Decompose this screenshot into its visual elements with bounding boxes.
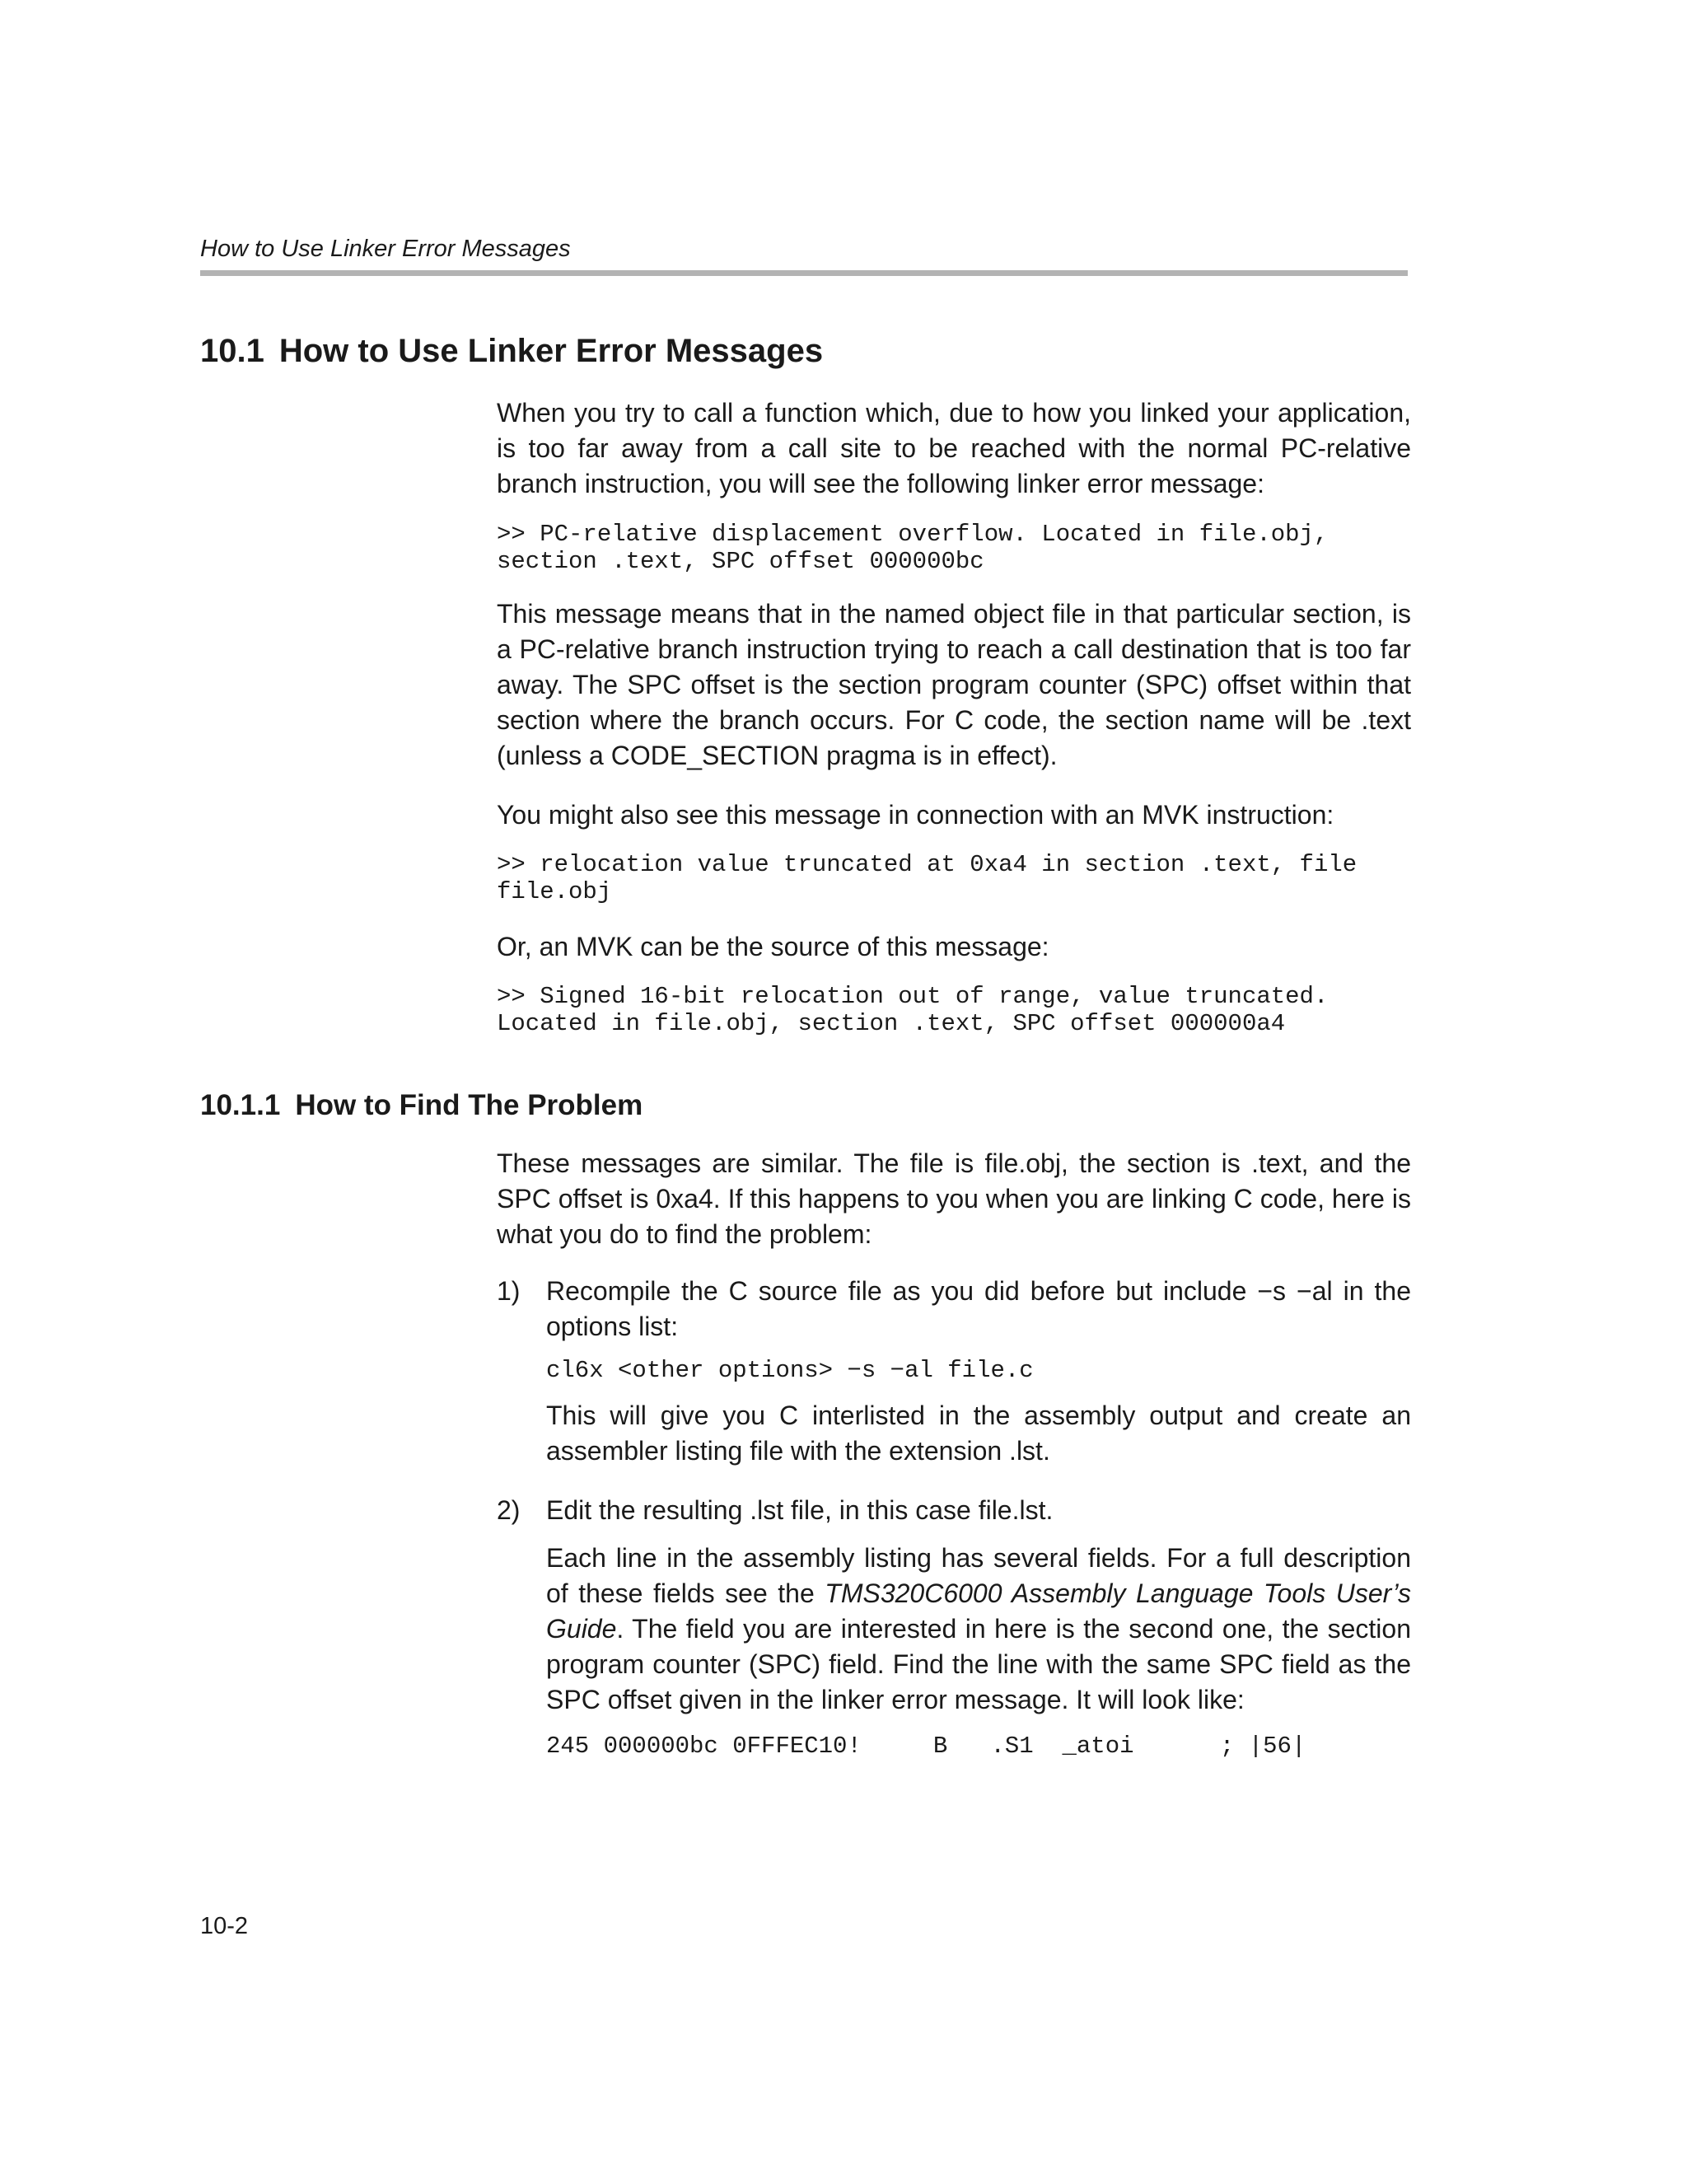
section-number: 10.1 — [200, 333, 264, 369]
subsection-heading — [200, 1089, 643, 1122]
code-line: >> Signed 16-bit relocation out of range, value truncated. — [497, 983, 1329, 1010]
step-note: This will give you C interlisted in the assembly output and create an assembler listing file with the extension .lst. — [546, 1401, 1411, 1466]
section-heading — [200, 333, 823, 370]
code-line: Located in file.obj, section .text, SPC offset 000000a4 — [497, 1010, 1286, 1037]
explanation-paragraph: This message means that in the named object file in that particular section, is a PC-relative branch instruction trying to reach a call destination that is too far away. The SPC offset is the section program counter (SPC) offset within that section where the branch occurs. For C code, the section name will be .text (unless a CODE_SECTION pragma is in effect). — [497, 599, 1411, 770]
step-number: 2) — [497, 1495, 521, 1525]
step-number: 1) — [497, 1276, 521, 1306]
running-header: How to Use Linker Error Messages — [200, 236, 571, 262]
header-rule — [200, 270, 1408, 276]
intro-paragraph: When you try to call a function which, due to how you linked your application, is too far away from a call site to be reached with the normal PC-relative branch instruction, you will see the following linker error message: — [497, 398, 1411, 498]
code-block-signed — [497, 983, 1411, 1037]
code-line: file.obj — [497, 878, 612, 905]
step-text: Edit the resulting .lst file, in this case file.lst. — [546, 1495, 1054, 1525]
guide-reference: TMS320C6000 Assembly Language Tools User’s Guide — [546, 1578, 1412, 1644]
step-code: cl6x <other options> −s −al file.c — [546, 1357, 1034, 1384]
subsection-number: 10.1.1 — [200, 1089, 281, 1121]
page-number: 10-2 — [200, 1913, 249, 1939]
code-block-relocation — [497, 851, 1411, 905]
step-note — [546, 1541, 1411, 1718]
mvk-intro-paragraph: You might also see this message in connection with an MVK instruction: — [497, 800, 1334, 830]
section-title: How to Use Linker Error Messages — [278, 333, 824, 369]
subsection-intro-paragraph: These messages are similar. The file is file.obj, the section is .text, and the SPC offset is 0xa4. If this happens to you when you are linking C code, here is what you do to find the problem: — [497, 1148, 1411, 1249]
step-code: 245 000000bc 0FFFEC10! B .S1 _atoi ; |56| — [546, 1733, 1306, 1760]
step-note-text: Each line in the assembly listing has several fields. For a full description of these fields see the — [546, 1543, 1411, 1608]
code-block-pc-relative — [497, 521, 1411, 575]
code-line: >> PC-relative displacement overflow. Located in file.obj, — [497, 521, 1329, 548]
mvk-source-paragraph: Or, an MVK can be the source of this message: — [497, 932, 1049, 961]
subsection-title: How to Find The Problem — [295, 1089, 643, 1121]
code-line: section .text, SPC offset 000000bc — [497, 548, 984, 575]
step-text: Recompile the C source file as you did before but include −s −al in the options list: — [546, 1276, 1411, 1341]
step-note-text: . The field you are interested in here is the second one, the section program counter (SPC) field. Find the line with the same SPC field as the SPC offset given in the linker error message. It will look like: — [546, 1614, 1411, 1714]
code-line: >> relocation value truncated at 0xa4 in section .text, file — [497, 851, 1358, 878]
